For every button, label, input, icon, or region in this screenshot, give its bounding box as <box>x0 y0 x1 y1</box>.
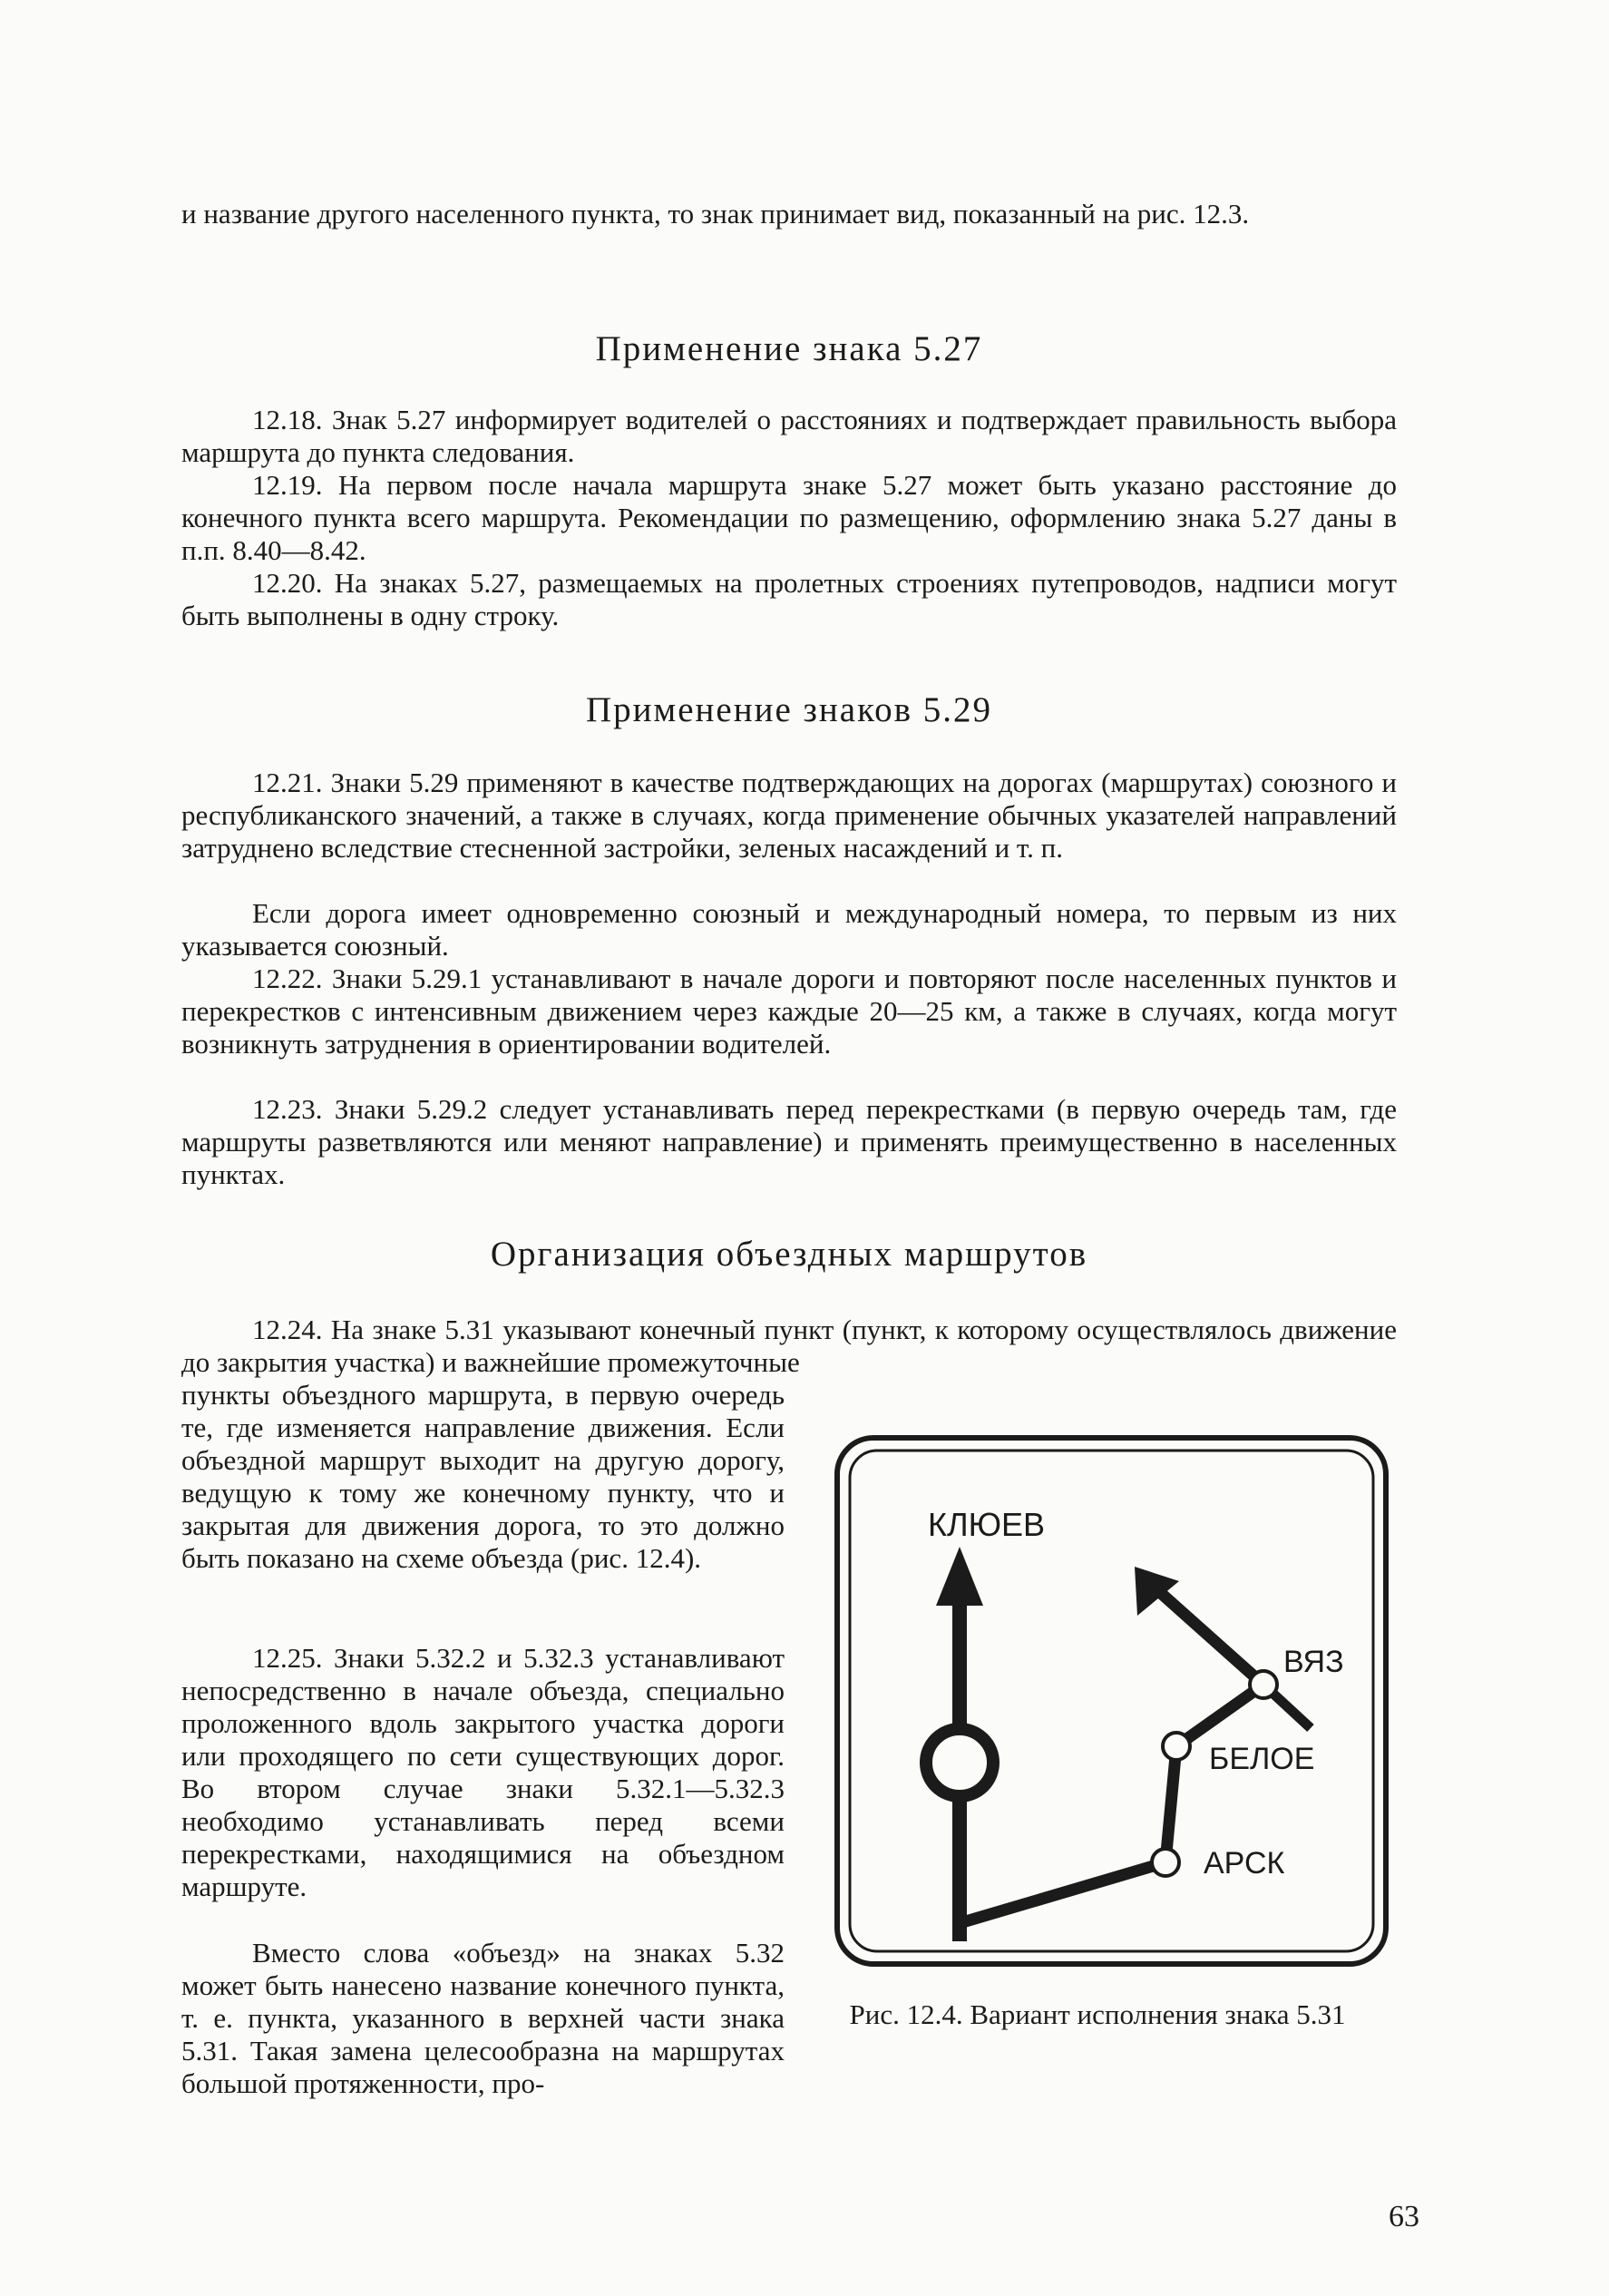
sign-outer-border <box>837 1438 1386 1964</box>
page-number: 63 <box>1389 2200 1419 2233</box>
settlement-arsk-marker-icon <box>1152 1849 1179 1876</box>
paragraph-union-number: Если дорога имеет одновременно союзный и международный номера, то первым из них указывается союзный. <box>181 897 1397 962</box>
label-vyaz: ВЯЗ <box>1283 1645 1344 1679</box>
paragraph-12-25: 12.25. Знаки 5.32.2 и 5.32.3 устанавливают непосредственно в начале объезда, специально проложенного вдоль закрытого участка дороги или проходящего по сети существующих дорог. Во втором случае знаки 5.32.1—5.32.3 необходимо устанавливать перед всеми перекрестками, находящимися на объездном маршруте. <box>181 1642 785 1902</box>
settlement-beloe-marker-icon <box>1163 1733 1190 1760</box>
paragraph-12-18: 12.18. Знак 5.27 информирует водителей о расстояниях и подтверждает правильность выбора маршрута до пункта следования. <box>181 404 1397 468</box>
figure-caption: Рис. 12.4. Вариант исполнения знака 5.31 <box>849 1998 1346 2030</box>
heading-signs-5-29: Применение знаков 5.29 <box>586 690 992 729</box>
label-beloe: БЕЛОЕ <box>1209 1742 1315 1776</box>
paragraph-12-21: 12.21. Знаки 5.29 применяют в качестве подтверждающих на дорогах (маршрутах) союзного и республиканского значений, а также в случаях, когда применение обычных указателей направлений затруднено вследствие стесненной застройки, зеленых насаждений и т. п. <box>181 767 1397 864</box>
closed-section-circle-icon <box>926 1729 993 1796</box>
paragraph-12-24-continued: пункты объездного маршрута, в первую очередь те, где изменяется направление движения. Если объездной маршрут выходит на другую дорогу, ведущую к тому же конечному пункту, что и закрытая для движения дорога, то это должно быть показано на схеме объезда (рис. 12.4). <box>181 1379 785 1574</box>
paragraph-12-20: 12.20. На знаках 5.27, размещаемых на пролетных строениях путепроводов, надписи могут быть выполнены в одну строку. <box>181 567 1397 631</box>
heading-sign-5-27: Применение знака 5.27 <box>595 329 983 368</box>
paragraph-12-19: 12.19. На первом после начала маршрута знаке 5.27 может быть указано расстояние до конечного пункта всего маршрута. Рекомендации по размещению, оформлению знака 5.27 даны в п.п. 8.40—8.42. <box>181 469 1397 566</box>
detour-route-line <box>960 1685 1263 1923</box>
paragraph-12-22: 12.22. Знаки 5.29.1 устанавливают в начале дороги и повторяют после населенных пунктов и перекрестков с интенсивным движением через каждые 20—25 км, а также в случаях, когда могут возникнуть затруднения в ориентировании водителей. <box>181 962 1397 1060</box>
paragraph-12-23: 12.23. Знаки 5.29.2 следует устанавливать перед перекрестками (в первую очередь там, где маршруты разветвляются или меняют направление) и применять преимущественно в населенных пунктах. <box>181 1093 1397 1190</box>
label-klyuev: КЛЮЕВ <box>928 1506 1045 1543</box>
paragraph-12-24: 12.24. На знаке 5.31 указывают конечный пункт (пункт, к которому осуществлялось движение до закрытия участка) и важнейшие промежуточные <box>181 1314 1397 1378</box>
settlement-vyaz-marker-icon <box>1250 1671 1277 1698</box>
detour-continuation-line <box>1155 1588 1263 1685</box>
main-road-arrowhead-icon <box>936 1547 983 1606</box>
label-arsk: АРСК <box>1204 1846 1285 1881</box>
detour-sign-figure <box>821 1420 1397 1982</box>
paragraph-intro: и название другого населенного пункта, то знак принимает вид, показанный на рис. 12.3. <box>181 198 1250 230</box>
heading-detour-routes: Организация объездных маршрутов <box>490 1235 1088 1274</box>
paragraph-instead-of-detour: Вместо слова «объезд» на знаках 5.32 может быть нанесено название конечного пункта, т. е. пункта, указанного в верхней части знака 5.31. Такая замена целесообразна на маршрутах большой протяженности, про- <box>181 1937 785 2099</box>
